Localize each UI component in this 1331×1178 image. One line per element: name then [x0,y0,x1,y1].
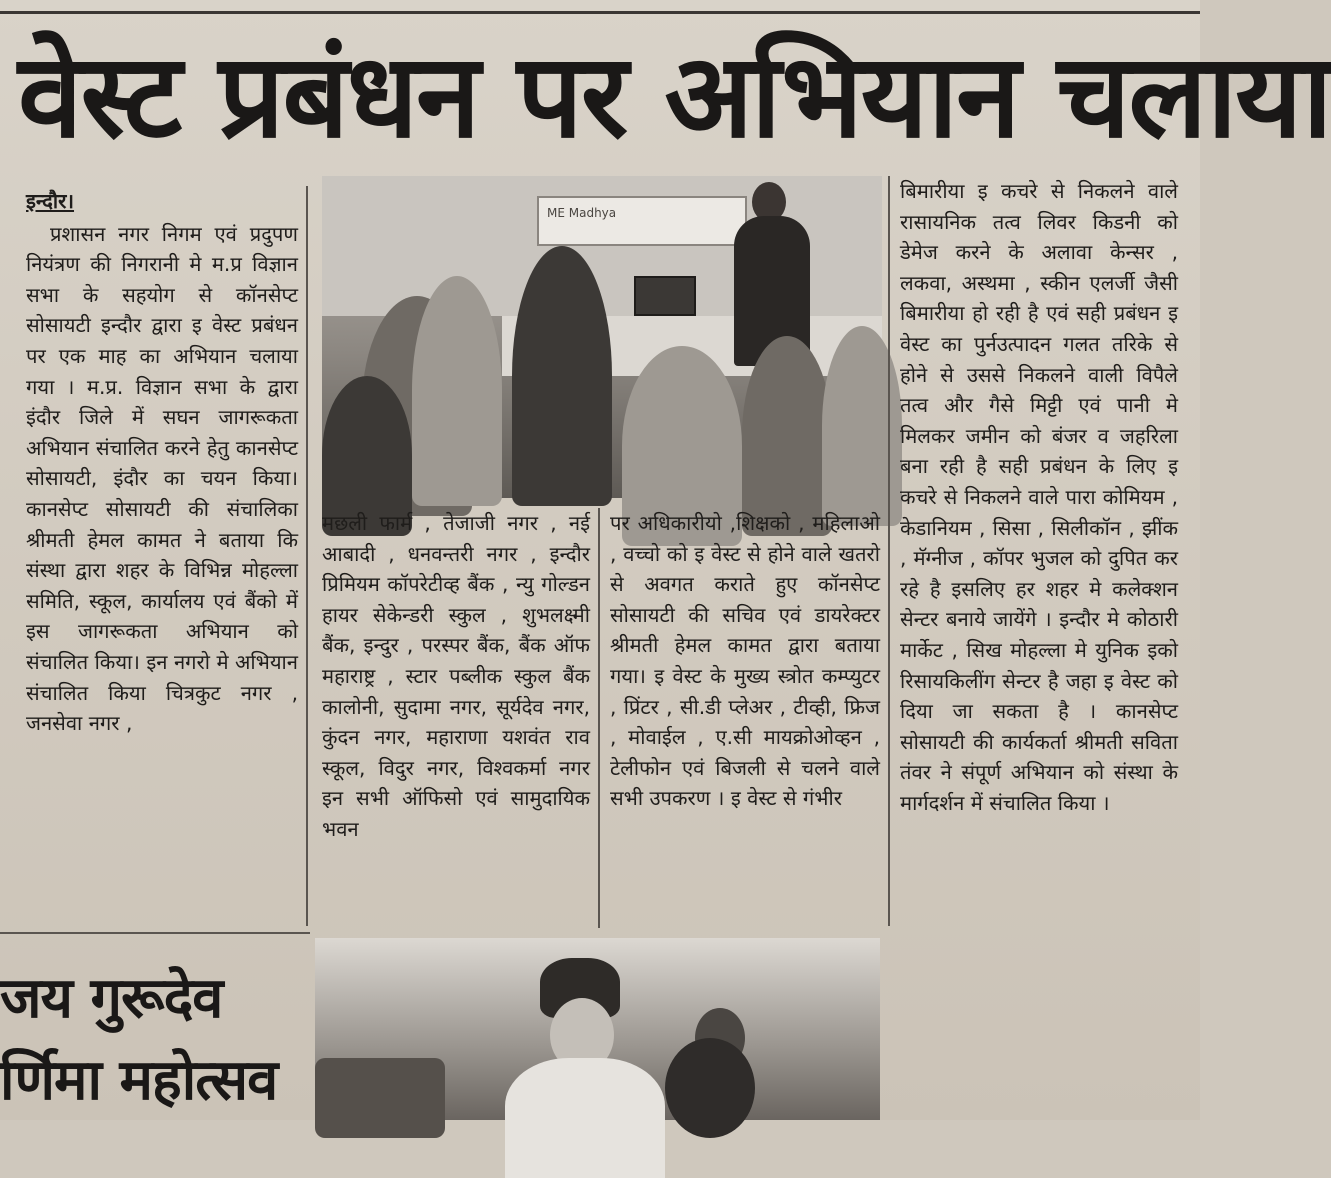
dateline: इन्दौर। [26,189,75,213]
top-rule [0,0,1200,14]
seminar-photo [322,176,882,498]
article-column-1 [26,186,298,739]
adjacent-headline-2: र्णिमा महोत्सव [0,1048,278,1113]
article-column-4: बिमारीया इ कचरे से निकलने वाले रासायनिक तत्व लिवर किडनी को डेमेज करने के अलावा केन्सर , लकवा, अस्थमा , स्कीन एलर्जी जैसी बिमारीया हो रही है एवं सही प्रबंधन इ वेस्ट का पुर्नउत्पादन गलत तरिके से होने से उससे निकलने वाली विपैले तत्व और गैसे मिट्टी एवं पानी मे मिलकर जमीन को बंजर व जहरिला बना रही है सही प्रबंधन के लिए इ कचरे से निकलने वाले पारा कोमियम , केडानियम , सिसा , सिलीकॉन , झींक , मॅग्नीज , कॉपर भुजल को दुपित कर रहे है इसलिए हर शहर मे कलेक्शन सेन्टर बनाये जायेंगे । इन्दौर मे कोठारी मार्केट , सिख मोहल्ला मे युनिक इको रिसायकिलींग सेन्टर है जहा इ वेस्ट को दिया जा सकता है । कानसेप्ट सोसायटी की कार्यकर्ता श्रीमती सविता तंवर ने संपूर्ण अभियान को संस्था के मार्गदर्शन में संचालित किया । [900,179,1178,815]
section-rule [0,932,310,934]
column-1-text: प्रशासन नगर निगम एवं प्रदुपण नियंत्रण की निगरानी मे म.प्र विज्ञान सभा के सहयोग से कॉनसेप्ट सोसायटी इन्दौर द्वारा इ वेस्ट प्रबंधन पर एक माह का अभियान चलाया गया । म.प्र. विज्ञान सभा के द्वारा इंदौर जिले में सघन जागरूकता अभियान संचालित करने हेतु कानसेप्ट सोसायटी, इंदौर का चयन किया। कानसेप्ट सोसायटी की संचालिका श्रीमती हेमल कामत ने बताया कि संस्था द्वारा शहर के विभिन्न मोहल्ला समिति, स्कूल, कार्यालय एवं बैंको में इस जागरूकता अभियान को संचालित किया। इन नगरो मे अभियान संचालित किया चित्रकुट नगर , जनसेवा नगर , [26,221,298,736]
column-divider-1 [306,186,308,926]
article-column-3: पर अधिकारीयो ,शिक्षको , महिलाओ , वच्चो को इ वेस्ट से होने वाले खतरो से अवगत कराते हुए कॉनसेप्ट सोसायटी की सचिव एवं डायरेक्टर श्रीमती हेमल कामत द्वारा बताया गया। इ वेस्ट के मुख्य स्त्रोत कम्प्युटर , प्रिंटर , सी.डी प्लेअर , टीव्ही, फ्रिज , मोवाईल , ए.सी मायक्रोओव्हन , टेलीफोन एवं बिजली से चलने वाले सभी उपकरण । इ वेस्ट से गंभीर [610,511,880,811]
article-column-2: मछली फार्म , तेजाजी नगर , नई आबादी , धनवन्तरी नगर , इन्दौर प्रिमियम कॉपरेटीव्ह बैंक , न्यु गोल्डन हायर सेकेन्डरी स्कुल , शुभलक्ष्मी बैंक, इन्दुर , परस्पर बैंक, बैंक ऑफ महाराष्ट्र , स्टार पब्लीक स्कुल बैंक कालोनी, सुदामा नगर, सूर्यदेव नगर, कुंदन नगर, महाराणा यशवंत राव स्कूल, विदुर नगर, विश्वकर्मा नगर इन सभी ऑफिसो एवं सामुदायिक भवन [322,511,590,841]
column-divider-2 [598,508,600,928]
adjacent-headline-1: जय गुरूदेव [0,966,223,1031]
lower-photo [315,938,880,1120]
laptop [634,276,696,316]
headline: वेस्ट प्रबंधन पर अभियान चलाया [18,29,1331,164]
column-divider-3 [888,176,890,926]
photo-banner: ME Madhya [537,196,747,246]
speaker-figure [724,176,814,346]
